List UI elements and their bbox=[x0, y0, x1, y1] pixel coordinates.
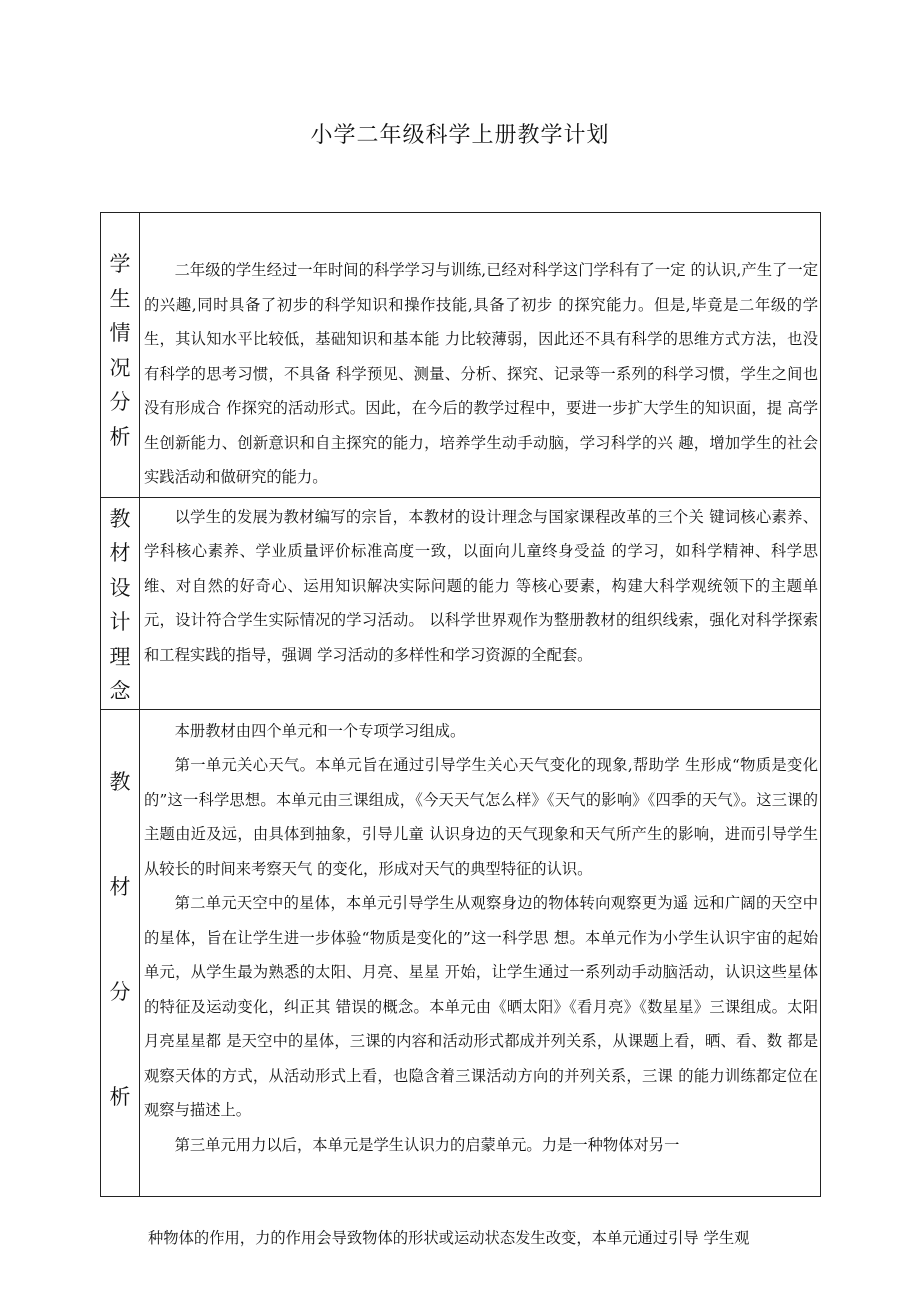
table-row-material-analysis bbox=[101, 709, 821, 1197]
label-char: 教 bbox=[109, 506, 131, 531]
paragraph: 第三单元用力以后，本单元是学生认识力的启蒙单元。力是一种物体对另一 bbox=[174, 1135, 680, 1154]
row-content-cell bbox=[140, 709, 821, 1197]
label-char: 计 bbox=[109, 610, 131, 634]
row-content-cell bbox=[140, 497, 821, 709]
label-char: 况 bbox=[109, 355, 131, 380]
row-content-cell bbox=[140, 213, 821, 498]
paragraph: 本册教材由四个单元和一个专项学习组成。 bbox=[174, 721, 466, 740]
paragraph: 第一单元关心天气。本单元旨在通过引导学生关心天气变化的现象,帮助学 生形成“物质是变化的”这一科学思想。本单元由三课组成，《今天天气怎么样》《天气的影响》《四季的天气》。这三课的主题由近及远，由具体到抽象，引导儿童 认识身边的天气现象和天气所产生的影响，进而引导学生从较长的时间来考察天气 的变化，形成对天气的典型特征的认识。 bbox=[144, 756, 818, 878]
label-char: 材 bbox=[109, 874, 131, 899]
plan-table bbox=[100, 212, 821, 1197]
label-char: 析 bbox=[109, 424, 131, 449]
paragraph: 第二单元天空中的星体，本单元引导学生从观察身边的物体转向观察更为遥 远和广阔的天空中的星体，旨在让学生进一步体验“物质是变化的”这一科学思 想。本单元作为小学生认识宇宙的起始单元，从学生最为熟悉的太阳、月亮、星星 开始，让学生通过一系列动手动脑活动，认识这些星体的特征及运动变化，纠正其 错误的概念。本单元由《晒太阳》《看月亮》《数星星》三课组成。太阳月亮星星都 是天空中的星体，三课的内容和活动形式都成并列关系，从课题上看，晒、看、数 都是观察天体的方式，从活动形式上看，也隐含着三课活动方向的并列关系，三课 的能力训练都定位在观察与描述上。 bbox=[144, 894, 818, 1119]
row-label-cell bbox=[101, 213, 140, 498]
label-char: 分 bbox=[109, 390, 131, 414]
label-char: 析 bbox=[109, 1084, 131, 1109]
label-char: 情 bbox=[109, 321, 131, 345]
label-char: 教 bbox=[109, 769, 131, 794]
row-label-cell bbox=[101, 709, 140, 1197]
paragraph: 二年级的学生经过一年时间的科学学习与训练,已经对科学这门学科有了一定 的认识,产生了一定的兴趣,同时具备了初步的科学知识和操作技能,具备了初步 的探究能力。但是,毕竟是二年级的学生，其认知水平比较低，基础知识和基本能 力比较薄弱，因此还不具有科学的思维方式方法，也没有科学的思考习惯，不具备 科学预见、测量、分析、探究、记录等一系列的科学习惯，学生之间也没有形成合 作探究的活动形式。因此，在今后的教学过程中，要进一步扩大学生的知识面，提 高学生创新能力、创新意识和自主探究的能力，培养学生动手动脑，学习科学的兴 趣，增加学生的社会实践活动和做研究的能力。 bbox=[144, 261, 818, 486]
label-char: 学 bbox=[109, 252, 131, 276]
row-label-cell bbox=[101, 497, 140, 709]
label-char: 分 bbox=[109, 979, 131, 1004]
label-char: 理 bbox=[109, 644, 131, 669]
label-char: 设 bbox=[109, 575, 131, 600]
table-row-student-analysis bbox=[101, 213, 821, 498]
table-row-design-concept bbox=[101, 497, 821, 709]
continuation-text: 种物体的作用，力的作用会导致物体的形状或运动状态发生改变，本单元通过引导 学生观 bbox=[148, 1229, 750, 1247]
label-char: 念 bbox=[109, 679, 131, 703]
label-char: 生 bbox=[109, 286, 131, 311]
label-char: 材 bbox=[109, 541, 131, 565]
page-title: 小学二年级科学上册教学计划 bbox=[310, 123, 610, 148]
paragraph: 以学生的发展为教材编写的宗旨，本教材的设计理念与国家课程改革的三个关 键词核心素养、学科核心素养、学业质量评价标准高度一致，以面向儿童终身受益 的学习，如科学精神、科学思维、对自然的好奇心、运用知识解决实际问题的能力 等核心要素，构建大科学观统领下的主题单元，设计符合学生实际情况的学习活动。 以科学世界观作为整册教材的组织线索，强化对科学探索和工程实践的指导，强调 学习活动的多样性和学习资源的全配套。 bbox=[144, 507, 818, 664]
